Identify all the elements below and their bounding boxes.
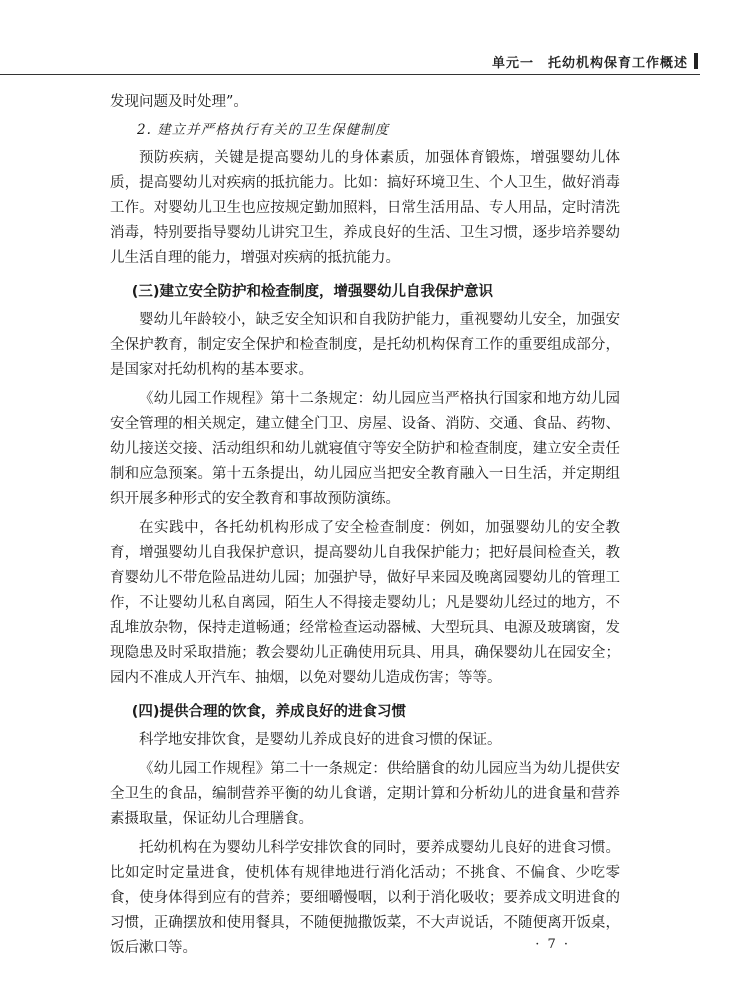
- paragraph-disease-prevention: 预防疾病，关键是提高婴幼儿的身体素质，加强体育锻炼，增强婴幼儿体质，提高婴幼儿对疾病的抵抗能力。比如：搞好环境卫生、个人卫生，做好消毒工作。对婴幼儿卫生也应按规定勤加照料，日常生活用品、专人用品，定时清洗消毒，特别要指导婴幼儿讲究卫生，养成良好的生活、卫生习惯，逐步培养婴幼儿生活自理的能力，增强对疾病的抵抗能力。: [110, 150, 620, 266]
- header-divider: [0, 74, 700, 75]
- paragraph-eating-habits: 托幼机构在为婴幼儿科学安排饮食的同时，要养成婴幼儿良好的进食习惯。比如定时定量进食，使机体有规律地进行消化活动；不挑食、不偏食、少吃零食，使身体得到应有的营养；要细嚼慢咽，以利于消化吸收；要养成文明进食的习惯，正确摆放和使用餐具，不随便抛撒饭菜，不大声说话，不随便离开饭桌，饭后漱口等。: [110, 840, 620, 956]
- paragraph-safety-practice: 在实践中，各托幼机构形成了安全检查制度：例如，加强婴幼儿的安全教育，增强婴幼儿自我保护意识，提高婴幼儿自我保护能力；把好晨间检查关，教育婴幼儿不带危险品进幼儿园；加强护导，做好早来园及晚离园婴幼儿的管理工作，不让婴幼儿私自离园，陌生人不得接走婴幼儿；凡是婴幼儿经过的地方，不乱堆放杂物，保持走道畅通；经常检查运动器械、大型玩具、电源及玻璃窗，发现隐患及时采取措施；教会婴幼儿正确使用玩具、用具，确保婴幼儿在园安全；园内不准成人开汽车、抽烟，以免对婴幼儿造成伤害；等等。: [110, 520, 620, 686]
- paragraph-regulation-21: 《幼儿园工作规程》第二十一条规定：供给膳食的幼儿园应当为幼儿提供安全卫生的食品，编制营养平衡的幼儿食谱，定期计算和分析幼儿的进食量和营养素摄取量，保证幼儿合理膳食。: [110, 761, 620, 827]
- page-number: · 7 ·: [535, 937, 570, 952]
- subheading-2: 2. 建立并严格执行有关的卫生保健制度: [137, 122, 390, 138]
- section-heading-4: (四)提供合理的饮食，养成良好的进食习惯: [131, 704, 407, 720]
- running-header: [492, 50, 698, 72]
- paragraph-diet-intro: 科学地安排饮食，是婴幼儿养成良好的进食习惯的保证。: [139, 732, 502, 748]
- paragraph-safety-intro: 婴幼儿年龄较小，缺乏安全知识和自我防护能力，重视婴幼儿安全，加强安全保护教育，制定安全保护和检查制度，是托幼机构保育工作的重要组成部分，是国家对托幼机构的基本要求。: [110, 312, 620, 378]
- header-title: 单元一 托幼机构保育工作概述: [491, 55, 688, 71]
- paragraph-continued: 发现问题及时处理”。: [110, 94, 248, 110]
- section-heading-3: (三)建立安全防护和检查制度，增强婴幼儿自我保护意识: [131, 284, 494, 300]
- body-text: [110, 90, 620, 961]
- header-marker-bar: [694, 53, 698, 69]
- paragraph-regulation-12: 《幼儿园工作规程》第十二条规定：幼儿园应当严格执行国家和地方幼儿园安全管理的相关规定，建立健全门卫、房屋、设备、消防、交通、食品、药物、幼儿接送交接、活动组织和幼儿就寝值守等安全防护和检查制度，建立安全责任制和应急预案。第十五条提出，幼儿园应当把安全教育融入一日生活，并定期组织开展多种形式的安全教育和事故预防演练。: [110, 391, 620, 507]
